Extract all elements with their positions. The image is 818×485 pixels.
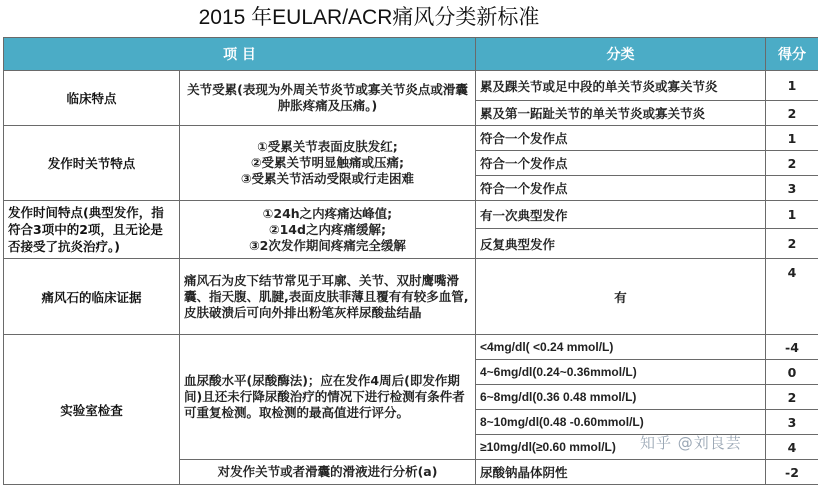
option-label: 8~10mg/dl(0.48 -0.60mmol/L) bbox=[476, 410, 766, 435]
option-label: 累及踝关节或足中段的单关节炎或寡关节炎 bbox=[476, 71, 766, 101]
option-score: 1 bbox=[766, 71, 818, 101]
option-score: 2 bbox=[766, 151, 818, 176]
option-label: 反复典型发作 bbox=[476, 229, 766, 259]
criterion-lab: 血尿酸水平(尿酸酶法)；应在发作4周后(即发作期间)且还未行降尿酸治疗的情况下进行检测有条件者可重复检测。取检测的最高值进行评分。 bbox=[180, 335, 476, 460]
option-label: 符合一个发作点 bbox=[476, 126, 766, 151]
table-row bbox=[4, 335, 818, 360]
table-row bbox=[4, 71, 818, 101]
option-label: 累及第一跖趾关节的单关节炎或寡关节炎 bbox=[476, 101, 766, 126]
criterion-timing: ①24h之内疼痛达峰值; ②14d之内疼痛缓解; ③2次发作期间疼痛完全缓解 bbox=[180, 201, 476, 259]
criterion-synovial: 对发作关节或者滑囊的滑液进行分析(a) bbox=[180, 460, 476, 485]
category-attack: 发作时关节特点 bbox=[4, 126, 180, 201]
option-label: 符合一个发作点 bbox=[476, 151, 766, 176]
option-score: -2 bbox=[766, 460, 818, 485]
table-row bbox=[4, 126, 818, 151]
criterion-attack: ①受累关节表面皮肤发红; ②受累关节明显触痛或压痛; ③受累关节活动受限或行走困难 bbox=[180, 126, 476, 201]
option-label: 符合一个发作点 bbox=[476, 176, 766, 201]
option-score: 4 bbox=[766, 259, 818, 335]
option-score: 2 bbox=[766, 229, 818, 259]
option-label: ≥10mg/dl(≥0.60 mmol/L) bbox=[476, 435, 766, 460]
option-label: 尿酸钠晶体阴性 bbox=[476, 460, 766, 485]
category-tophus: 痛风石的临床证据 bbox=[4, 259, 180, 335]
table-header-row bbox=[4, 38, 818, 71]
option-score: 4 bbox=[766, 435, 818, 460]
table-row bbox=[4, 259, 818, 335]
header-score: 得分 bbox=[766, 38, 818, 71]
option-score: 2 bbox=[766, 101, 818, 126]
option-label: 有 bbox=[476, 259, 766, 335]
option-score: 3 bbox=[766, 176, 818, 201]
criterion-tophus: 痛风石为皮下结节常见于耳廓、关节、双肘鹰嘴滑囊、指天腹、肌腱,表面皮肤菲薄且覆有有较多血管,皮肤破溃后可向外排出粉笔灰样尿酸盐结晶 bbox=[180, 259, 476, 335]
option-score: 2 bbox=[766, 385, 818, 410]
header-item: 项 目 bbox=[4, 38, 476, 71]
option-label: <4mg/dl( <0.24 mmol/L) bbox=[476, 335, 766, 360]
category-timing: 发作时间特点(典型发作，指符合3项中的2项，且无论是否接受了抗炎治疗。) bbox=[4, 201, 180, 259]
category-clinical: 临床特点 bbox=[4, 71, 180, 126]
option-score: 1 bbox=[766, 201, 818, 229]
gout-criteria-table bbox=[3, 37, 818, 485]
option-score: 3 bbox=[766, 410, 818, 435]
watermark: 知乎 @刘良芸 bbox=[640, 432, 742, 453]
option-score: -4 bbox=[766, 335, 818, 360]
header-classification: 分类 bbox=[476, 38, 766, 71]
option-label: 有一次典型发作 bbox=[476, 201, 766, 229]
option-label: 6~8mg/dl(0.36 0.48 mmol/L) bbox=[476, 385, 766, 410]
option-score: 0 bbox=[766, 360, 818, 385]
criterion-clinical: 关节受累(表现为外周关节炎节或寡关节炎点或滑囊肿胀疼痛及压痛。) bbox=[180, 71, 476, 126]
table-row bbox=[4, 201, 818, 229]
option-label: 4~6mg/dl(0.24~0.36mmol/L) bbox=[476, 360, 766, 385]
option-score: 1 bbox=[766, 126, 818, 151]
page-title: 2015 年EULAR/ACR痛风分类新标准 bbox=[0, 0, 818, 36]
category-lab: 实验室检查 bbox=[4, 335, 180, 485]
